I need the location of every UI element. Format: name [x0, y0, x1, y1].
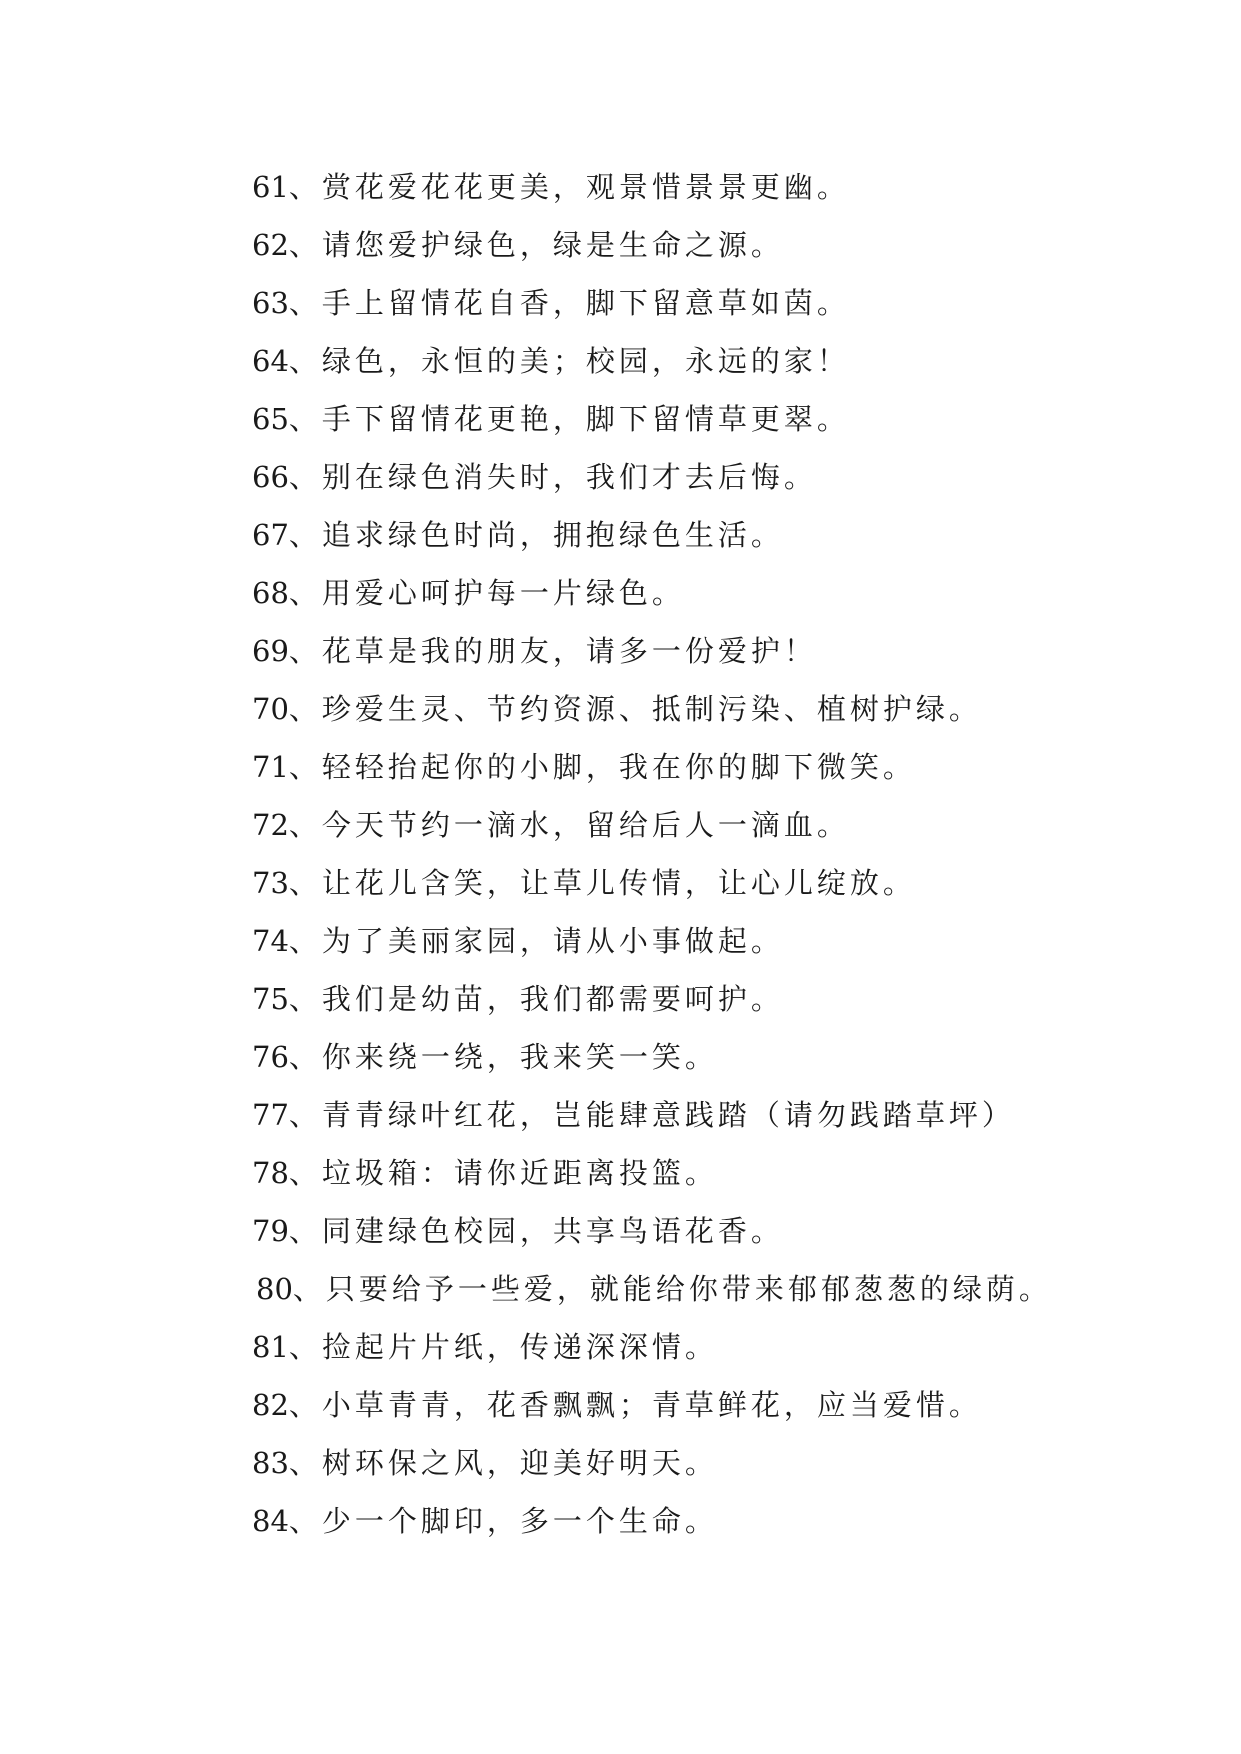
item-number: 77 [252, 1098, 289, 1132]
item-separator: 、 [288, 1388, 322, 1422]
list-item [252, 158, 1052, 216]
item-text: 垃圾箱：请你近距离投篮。 [321, 1156, 718, 1190]
list-item [252, 854, 1052, 912]
item-separator: 、 [288, 1330, 322, 1364]
item-separator: 、 [288, 344, 322, 378]
item-number: 84 [252, 1504, 289, 1538]
list-item [252, 1144, 1052, 1202]
item-number: 79 [252, 1214, 289, 1248]
list-item [252, 274, 1052, 332]
list-item [252, 1260, 1052, 1318]
item-number: 72 [252, 808, 289, 842]
list-item [252, 796, 1052, 854]
item-text: 只要给予一些爱，就能给你带来郁郁葱葱的绿荫。 [325, 1272, 1052, 1306]
item-number: 82 [252, 1388, 289, 1422]
list-item [252, 1492, 1052, 1550]
item-separator: 、 [288, 750, 322, 784]
item-separator: 、 [288, 518, 322, 552]
item-number: 69 [252, 634, 289, 668]
list-item [252, 1202, 1052, 1260]
item-separator: 、 [288, 924, 322, 958]
item-text: 让花儿含笑，让草儿传情，让心儿绽放。 [321, 866, 916, 900]
item-number: 70 [252, 692, 289, 726]
list-item [252, 738, 1052, 796]
item-separator: 、 [288, 808, 322, 842]
list-item [252, 216, 1052, 274]
item-separator: 、 [288, 402, 322, 436]
item-separator: 、 [288, 286, 322, 320]
item-text: 花草是我的朋友，请多一份爱护！ [321, 634, 817, 668]
item-number: 64 [252, 344, 289, 378]
list-item [252, 970, 1052, 1028]
item-number: 80 [256, 1272, 293, 1306]
item-separator: 、 [288, 576, 322, 610]
list-item [252, 1376, 1052, 1434]
item-separator: 、 [288, 1156, 322, 1190]
item-number: 65 [252, 402, 289, 436]
list-item [252, 1028, 1052, 1086]
item-text: 别在绿色消失时，我们才去后悔。 [321, 460, 817, 494]
item-text: 手上留情花自香，脚下留意草如茵。 [321, 286, 850, 320]
item-number: 81 [252, 1330, 289, 1364]
item-number: 71 [252, 750, 289, 784]
item-text: 赏花爱花花更美，观景惜景景更幽。 [321, 170, 850, 204]
item-text: 青青绿叶红花，岂能肆意践踏（请勿践踏草坪） [321, 1098, 1015, 1132]
list-item [252, 1086, 1052, 1144]
item-separator: 、 [288, 1446, 322, 1480]
item-text: 请您爱护绿色，绿是生命之源。 [321, 228, 784, 262]
item-number: 75 [252, 982, 289, 1016]
item-text: 同建绿色校园，共享鸟语花香。 [321, 1214, 784, 1248]
list-item [252, 622, 1052, 680]
item-separator: 、 [288, 1504, 322, 1538]
list-item [252, 1434, 1052, 1492]
item-separator: 、 [288, 1098, 322, 1132]
list-item [252, 448, 1052, 506]
item-separator: 、 [288, 982, 322, 1016]
item-separator: 、 [288, 170, 322, 204]
item-text: 少一个脚印，多一个生命。 [321, 1504, 718, 1538]
item-number: 63 [252, 286, 289, 320]
item-number: 67 [252, 518, 289, 552]
item-separator: 、 [288, 866, 322, 900]
list-item [252, 564, 1052, 622]
item-separator: 、 [288, 1214, 322, 1248]
list-item [252, 332, 1052, 390]
item-number: 78 [252, 1156, 289, 1190]
item-number: 76 [252, 1040, 289, 1074]
item-separator: 、 [292, 1272, 326, 1306]
item-text: 轻轻抬起你的小脚，我在你的脚下微笑。 [321, 750, 916, 784]
item-separator: 、 [288, 634, 322, 668]
slogan-list [252, 158, 1052, 1550]
item-text: 今天节约一滴水，留给后人一滴血。 [321, 808, 850, 842]
item-number: 74 [252, 924, 289, 958]
item-number: 61 [252, 170, 289, 204]
item-text: 树环保之风，迎美好明天。 [321, 1446, 718, 1480]
item-text: 追求绿色时尚，拥抱绿色生活。 [321, 518, 784, 552]
item-number: 83 [252, 1446, 289, 1480]
item-text: 绿色，永恒的美；校园，永远的家！ [321, 344, 850, 378]
list-item [252, 390, 1052, 448]
item-text: 我们是幼苗，我们都需要呵护。 [321, 982, 784, 1016]
list-item [252, 506, 1052, 564]
list-item [252, 1318, 1052, 1376]
item-number: 66 [252, 460, 289, 494]
item-number: 68 [252, 576, 289, 610]
item-separator: 、 [288, 1040, 322, 1074]
item-separator: 、 [288, 692, 322, 726]
item-text: 小草青青，花香飘飘；青草鲜花，应当爱惜。 [321, 1388, 982, 1422]
item-text: 捡起片片纸，传递深深情。 [321, 1330, 718, 1364]
item-text: 珍爱生灵、节约资源、抵制污染、植树护绿。 [321, 692, 982, 726]
item-text: 为了美丽家园，请从小事做起。 [321, 924, 784, 958]
item-number: 73 [252, 866, 289, 900]
item-number: 62 [252, 228, 289, 262]
item-separator: 、 [288, 228, 322, 262]
item-text: 手下留情花更艳，脚下留情草更翠。 [321, 402, 850, 436]
item-text: 你来绕一绕，我来笑一笑。 [321, 1040, 718, 1074]
list-item [252, 912, 1052, 970]
item-separator: 、 [288, 460, 322, 494]
list-item [252, 680, 1052, 738]
item-text: 用爱心呵护每一片绿色。 [321, 576, 685, 610]
